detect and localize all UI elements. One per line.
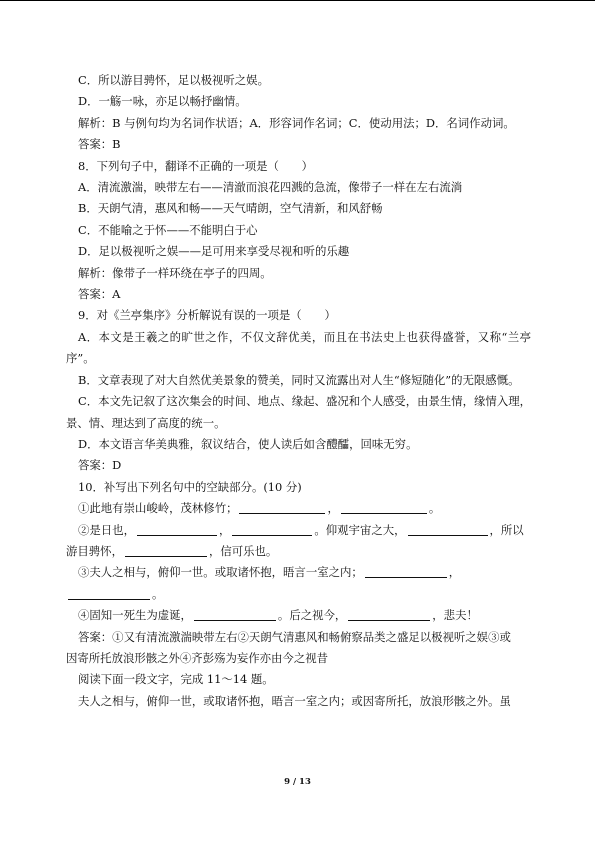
fill-item-3-cont	[66, 584, 531, 605]
fill-item-4	[66, 605, 531, 626]
fill-item-3	[66, 562, 531, 583]
q8-option-d: D．足以极视听之娱——足可用来享受尽视和听的乐趣	[78, 244, 350, 259]
document-body	[66, 70, 531, 712]
question-10-line: 10．补写出下列名句中的空缺部分。(10 分)	[78, 479, 302, 494]
fill-text: ，	[218, 522, 231, 537]
fill-text: ，	[327, 501, 339, 516]
q9-answer: 答案：D	[78, 458, 122, 473]
fill-item-1	[66, 498, 531, 519]
blank-line	[194, 607, 276, 621]
reading-passage: 夫人之相与，俯仰一世，或取诸怀抱，晤言一室之内；或因寄所托，放浪形骸之外。虽	[78, 693, 511, 708]
blank-line	[408, 522, 488, 536]
fill-text: 。仰观宇宙之大，	[314, 522, 406, 537]
blank-line	[365, 564, 447, 578]
fill-text: ①此地有崇山峻岭，茂林修竹；	[78, 501, 238, 516]
blank-line	[137, 522, 217, 536]
q9-option-c: C．本文先记叙了这次集会的时间、地点、缘起、盛况和个人感受，由景生情，缘情入理，景、情、理达到了高度的统一。	[66, 394, 531, 430]
q8-analysis: 解析：像带子一样环绕在亭子的四周。	[78, 265, 272, 280]
q9-option-a: A．本文是王羲之的旷世之作，不仅文辞优美，而且在书法史上也获得盛誉，又称“兰亭序”。	[66, 329, 531, 366]
fill-text: ，	[448, 565, 461, 580]
fill-text: ，悲夫！	[432, 608, 478, 623]
blank-line	[348, 607, 430, 621]
blank-line	[232, 522, 312, 536]
top-border-line	[0, 0, 595, 1]
fill-item-2-cont	[66, 541, 531, 562]
page-number: 9 / 13	[284, 777, 311, 787]
fill-text: ，所以	[489, 522, 524, 537]
option-c-line: C．所以游目骋怀，足以极视听之娱。	[78, 73, 269, 87]
question-8-line: 8．下列句子中，翻译不正确的一项是（ ）	[78, 158, 314, 173]
blank-line	[125, 543, 207, 557]
fill-item-2	[66, 520, 531, 541]
q10-answer-1: 答案：①又有清流激湍映带左右②天朗气清惠风和畅俯察品类之盛足以极视听之娱③或	[78, 629, 511, 644]
blank-line	[341, 500, 427, 514]
q8-option-c: C．不能喻之于怀——不能明白于心	[78, 222, 258, 237]
fill-text: ③夫人之相与，俯仰一世。或取诸怀抱，晤言一室之内；	[78, 565, 363, 580]
q8-answer: 答案：A	[78, 287, 121, 302]
q10-answer-2: 因寄所托放浪形骸之外④齐彭殇为妄作亦由今之视昔	[66, 650, 328, 665]
q8-option-a: A．清流激湍，映带左右——清澈而浪花四溅的急流，像带子一样在左右流淌	[78, 180, 463, 195]
answer-line: 答案：B	[78, 137, 121, 152]
fill-text: ④固知一死生为虚诞，	[78, 608, 192, 623]
fill-text: 。后之视今，	[277, 608, 347, 623]
analysis-line: 解析：B 与例句均为名词作状语；A．形容词作名词；C．使动用法；D．名词作动词。	[78, 115, 515, 130]
q9-option-d: D．本文语言华美典雅，叙议结合，使人读后如含醴醽，回味无穷。	[78, 436, 418, 451]
fill-text: 。	[152, 586, 164, 601]
fill-text: ，信可乐也。	[208, 543, 278, 558]
fill-text: 游目骋怀，	[66, 543, 123, 558]
question-9-line: 9．对《兰亭集序》分析解说有误的一项是（ ）	[78, 308, 336, 323]
reading-instruction: 阅读下面一段文字，完成 11～14 题。	[78, 672, 274, 687]
blank-line	[68, 586, 150, 600]
q9-option-b: B．文章表现了对大自然优美景象的赞美，同时又流露出对人生“修短随化”的无限感慨。	[78, 372, 520, 387]
option-d-line: D．一觞一咏，亦足以畅抒幽情。	[78, 94, 247, 109]
q8-option-b: B．天朗气清，惠风和畅——天气晴朗，空气清新，和风舒畅	[78, 201, 383, 216]
fill-text: 。	[428, 501, 441, 516]
fill-text: ②是日也，	[78, 522, 135, 537]
blank-line	[239, 500, 325, 514]
